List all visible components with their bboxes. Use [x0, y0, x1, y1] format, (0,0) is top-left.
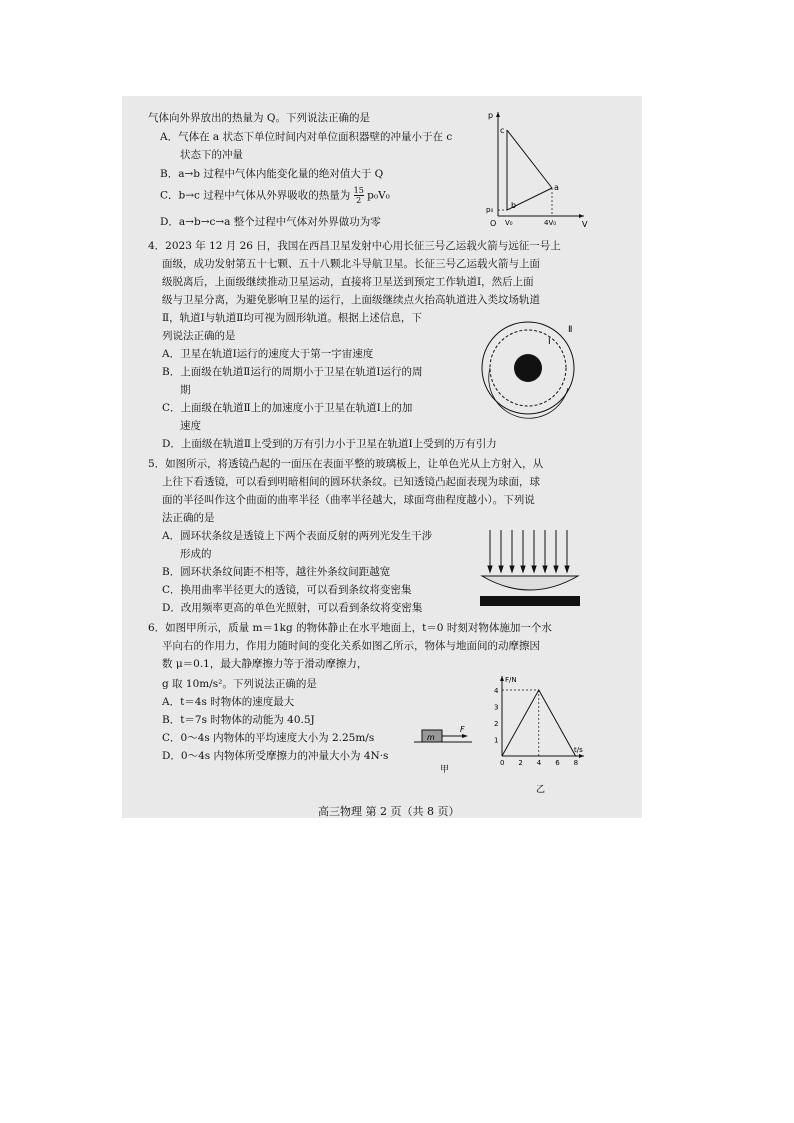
q3-option-d: D．a→b→c→a 整个过程中气体对外界做功为零 — [160, 216, 381, 228]
q4-stem-line6: 列说法正确的是 — [162, 330, 236, 342]
q5-option-a-line2: 形成的 — [180, 548, 212, 560]
ft-ytick-1: 1 — [494, 736, 499, 745]
pv-v0: V₀ — [505, 219, 513, 227]
ft-xtick-8: 8 — [573, 759, 579, 767]
q3-option-a-line1: A．气体在 a 状态下单位时间内对单位面积器壁的冲量小于在 c — [160, 131, 453, 143]
q6-option-c: C．0～4s 内物体的平均速度大小为 2.25m/s — [162, 732, 375, 744]
fig-a-caption: 甲 — [440, 765, 450, 775]
q4-option-b-line1: B．上面级在轨道Ⅱ运行的周期小于卫星在轨道Ⅰ运行的周 — [162, 366, 423, 378]
page-footer: 高三物理 第 2 页（共 8 页） — [318, 805, 460, 818]
q4-option-a: A．卫星在轨道Ⅰ运行的速度大于第一宇宙速度 — [162, 348, 374, 360]
q5-option-b: B．圆环状条纹间距不相等，越往外条纹间距越宽 — [162, 566, 391, 578]
q6-stem-line2: 平向右的作用力，作用力随时间的变化关系如图乙所示，物体与地面间的动摩擦因 — [162, 640, 540, 652]
q4-stem-line3: 级脱离后，上面级继续推动卫星运动，直接将卫星送到预定工作轨道Ⅰ，然后上面 — [162, 276, 534, 288]
q6-stem-line4: g 取 10m/s²。下列说法正确的是 — [162, 678, 317, 690]
q6-stem-line3: 数 μ＝0.1，最大静摩擦力等于滑动摩擦力， — [162, 658, 368, 670]
pv-axis-v: V — [582, 220, 588, 228]
q5-stem-line4: 法正确的是 — [162, 512, 215, 524]
q6-option-b: B．t＝7s 时物体的动能为 40.5J — [162, 714, 315, 726]
ft-xtick-4: 4 — [536, 759, 542, 767]
q4-option-b-line2: 期 — [180, 384, 191, 396]
ft-xtick-6: 6 — [555, 759, 560, 767]
q6-option-a: A．t＝4s 时物体的速度最大 — [162, 696, 295, 708]
lens — [482, 576, 578, 590]
q5-option-a-line1: A．圆环状条纹是透镜上下两个表面反射的两列光发生干涉 — [162, 530, 433, 542]
orbit-label-1: Ⅰ — [548, 337, 551, 347]
q4-stem-line1: 4．2023 年 12 月 26 日，我国在西昌卫星发射中心用长征三号乙运载火箭与远征一号上 — [148, 240, 561, 252]
q3-option-c — [160, 186, 390, 205]
q6-option-d: D．0～4s 内物体所受摩擦力的冲量大小为 4N·s — [162, 750, 389, 762]
force-label: F — [460, 725, 465, 734]
block-figure — [414, 724, 474, 784]
q5-option-d: D．改用频率更高的单色光照射，可以看到条纹将变密集 — [162, 602, 423, 614]
ft-graph — [488, 672, 588, 796]
q3-option-c-unit: p₀V₀ — [367, 189, 390, 202]
q4-stem-line5: Ⅱ，轨道Ⅰ与轨道Ⅱ均可视为圆形轨道。根据上述信息，下 — [162, 312, 422, 324]
q3-fraction-den: 2 — [356, 196, 362, 205]
ft-ylabel: F/N — [505, 676, 517, 684]
ft-xtick-0: 0 — [500, 759, 505, 767]
q3-lead: 气体向外界放出的热量为 Q。下列说法正确的是 — [148, 112, 370, 124]
q3-option-b: B．a→b 过程中气体内能变化量的绝对值大于 Q — [160, 168, 384, 180]
q4-option-d: D．上面级在轨道Ⅱ上受到的万有引力小于卫星在轨道Ⅰ上受到的万有引力 — [162, 438, 497, 450]
orbit-label-2: Ⅱ — [568, 325, 573, 335]
pv-state-c: c — [500, 126, 505, 135]
q3-option-a-line2: 状态下的冲量 — [180, 149, 243, 161]
pv-origin: O — [490, 219, 497, 228]
pv-state-a: a — [554, 183, 559, 192]
q3-option-c-text: C．b→c 过程中气体从外界吸收的热量为 — [160, 189, 351, 202]
q5-option-c: C．换用曲率半径更大的透镜，可以看到条纹将变密集 — [162, 584, 412, 596]
q4-option-c-line1: C．上面级在轨道Ⅱ上的加速度小于卫星在轨道Ⅰ上的加 — [162, 402, 413, 414]
q4-option-c-line2: 速度 — [180, 420, 201, 432]
ft-ytick-4: 4 — [494, 687, 499, 695]
q4-stem-line2: 面级，成功发射第五十七颗、五十八颗北斗导航卫星。长征三号乙运载火箭与上面 — [162, 258, 540, 270]
ft-xtick-2: 2 — [518, 759, 523, 767]
q5-stem-line1: 5．如图所示，将透镜凸起的一面压在表面平整的玻璃板上，让单色光从上方射入，从 — [148, 458, 544, 470]
pv-p0: p₀ — [486, 206, 494, 214]
q4-stem-line4: 级与卫星分离，为避免影响卫星的运行，上面级继续点火抬高轨道进入类坟场轨道 — [162, 294, 540, 306]
fig-b-caption: 乙 — [536, 785, 546, 795]
ft-ytick-3: 3 — [494, 703, 499, 712]
lens-figure — [478, 528, 584, 610]
block-label: m — [427, 733, 435, 742]
glass-plate — [480, 596, 580, 606]
q5-stem-line3: 面的半径叫作这个曲面的曲率半径（曲率半径越大，球面弯曲程度越小）。下列说 — [162, 494, 535, 506]
planet — [514, 354, 542, 382]
pv-axis-p: p — [488, 111, 494, 120]
q6-stem-line1: 6．如图甲所示，质量 m＝1kg 的物体静止在水平地面上，t＝0 时刻对物体施加一个水 — [148, 622, 552, 634]
q3-fraction — [354, 186, 364, 205]
pv-graph — [480, 108, 590, 228]
q5-stem-line2: 上往下看透镜，可以看到明暗相间的圆环状条纹。已知透镜凸起面表现为球面，球 — [162, 476, 540, 488]
pv-4v0: 4V₀ — [544, 219, 557, 227]
q3-fraction-num: 15 — [353, 186, 364, 195]
orbit-figure — [468, 318, 584, 434]
ft-xlabel: t/s — [574, 746, 583, 754]
pv-state-b: b — [511, 201, 517, 210]
ft-ytick-2: 2 — [494, 720, 499, 728]
